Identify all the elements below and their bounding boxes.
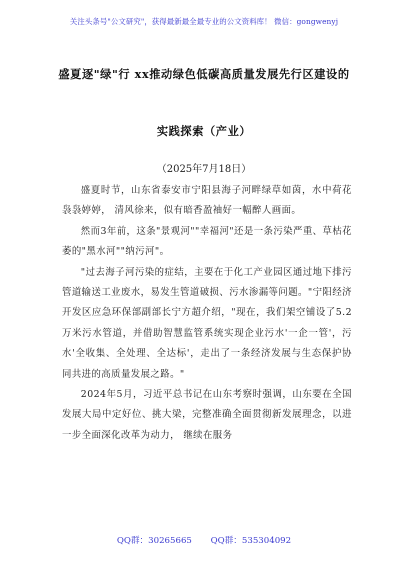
document-title-line1: 盛夏逐"绿"行 xx推动绿色低碳高质量发展先行区建设的 (58, 67, 350, 81)
document-body (62, 181, 352, 446)
paragraph: 盛夏时节，山东省泰安市宁阳县海子河畔绿草如茵，水中荷花袅袅婷婷， 清风徐来，似有暗香盈袖好一幅醉人画面。 (62, 185, 352, 217)
paragraph: 2024年5月，习近平总书记在山东考察时强调，山东要在全国发展大局中定好位、挑大梁，完整准确全面贯彻新发展理念，以进一步全面深化改革为动力， 继续在服务 (62, 389, 352, 441)
footer-qq-group-1: QQ群：30265665 (116, 536, 192, 546)
footer-qq-group-2: QQ群：535304092 (210, 536, 292, 546)
paragraph: 然而3年前，这条"景观河""幸福河"还是一条污染严重、草枯花萎的"黑水河""纳污河"。 (62, 225, 352, 258)
document-title-line2: 实践探索（产业） (156, 124, 252, 138)
top-banner: 关注头条号"公文研究"，获得最新最全最专业的公文资料库！ 微信：gongwenyj (69, 17, 339, 26)
footer (0, 534, 408, 546)
document-date: （2025年7月18日） (156, 164, 252, 175)
paragraph: "过去海子河污染的症结，主要在于化工产业园区通过地下排污管道输送工业废水，易发生管道破损、污水渗漏等问题。"宁阳经济开发区应急环保部副部长宁方超介绍，"现在，我们架空铺设了5.2万米污水管道，并借助智慧监管系统实现企业污水'一企一管'，污水'全收集、全处理、全达标'，走出了一条经济发展与生态保护协同共进的高质量发展之路。" (62, 266, 352, 380)
